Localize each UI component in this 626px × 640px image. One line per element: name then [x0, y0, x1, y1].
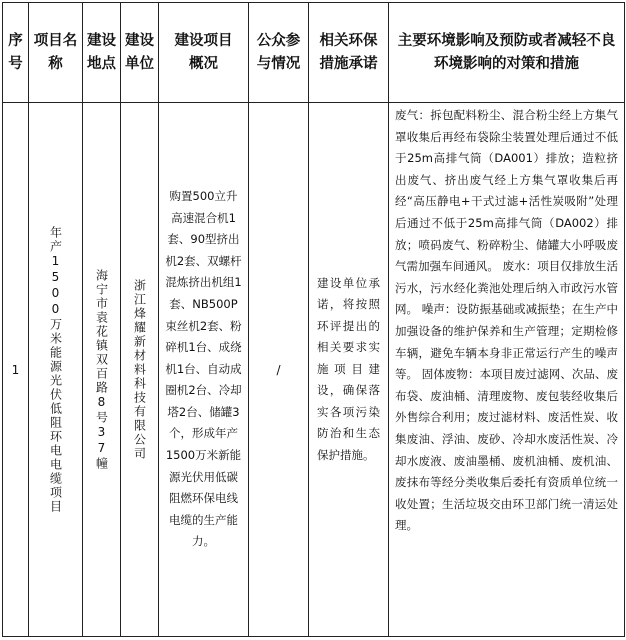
cell-public: /	[249, 103, 309, 637]
project-name-text: 年产1500万米能源光伏低阻环电电缆项目	[48, 225, 63, 514]
cell-seq: 1	[3, 103, 29, 637]
location-text: 海宁市袁花镇双百路8号37幢	[94, 268, 109, 471]
header-unit: 建设单位	[121, 3, 159, 103]
header-public: 公众参与情况	[249, 3, 309, 103]
header-commitment: 相关环保措施承诺	[309, 3, 389, 103]
cell-unit	[121, 103, 159, 637]
header-location: 建设地点	[83, 3, 121, 103]
unit-text: 浙江烽耀新材料科技有限公司	[132, 278, 147, 461]
table-row	[3, 103, 625, 637]
cell-project-name	[29, 103, 83, 637]
header-overview: 建设项目概况	[159, 3, 249, 103]
cell-location	[83, 103, 121, 637]
header-project-name: 项目名称	[29, 3, 83, 103]
project-table	[2, 2, 625, 637]
cell-overview: 购置500立升高速混合机1套、90型挤出机2套、双螺杆混炼挤出机组1套、NB500P束丝机2套、粉碎机1台、成绕机1台、自动成圈机2台、冷却塔2台、储罐3个，形成年产1500万米新能源光伏用低碳阻燃环保电线电缆的生产能力。	[159, 103, 249, 637]
header-seq: 序号	[3, 3, 29, 103]
header-row	[3, 3, 625, 103]
cell-commitment: 建设单位承诺，将按照环评提出的相关要求实施项目建设，确保落实各项污染防治和生态保护措施。	[309, 103, 389, 637]
header-measures: 主要环境影响及预防或者减轻不良环境影响的对策和措施	[389, 3, 625, 103]
cell-measures: 废气：拆包配料粉尘、混合粉尘经上方集气罩收集后再经布袋除尘装置处理后通过不低于25m高排气筒（DA001）排放；造粒挤出废气、挤出废气经上方集气罩收集后再经“高压静电+干式过滤+活性炭吸附”处理后通过不低于25m高排气筒（DA002）排放；喷码废气、粉碎粉尘、储罐大小呼吸废气需加强车间通风。 废水：项目仅排放生活污水，污水经化粪池处理后纳入市政污水管网。 噪声：设防振基础或减振垫；在生产中加强设备的维护保养和生产管理；定期检修车辆，避免车辆本身非正常运行产生的噪声等。 固体废物：本项目废过滤网、次品、废布袋、废油桶、清理废物、废包装经收集后外售综合利用；废过滤材料、废活性炭、收集废油、浮油、废砂、冷却水废活性炭、冷却水废液、废油墨桶、废机油桶、废机油、废抹布等经分类收集后委托有资质单位统一收处置；生活垃圾交由环卫部门统一清运处理。	[389, 103, 625, 637]
